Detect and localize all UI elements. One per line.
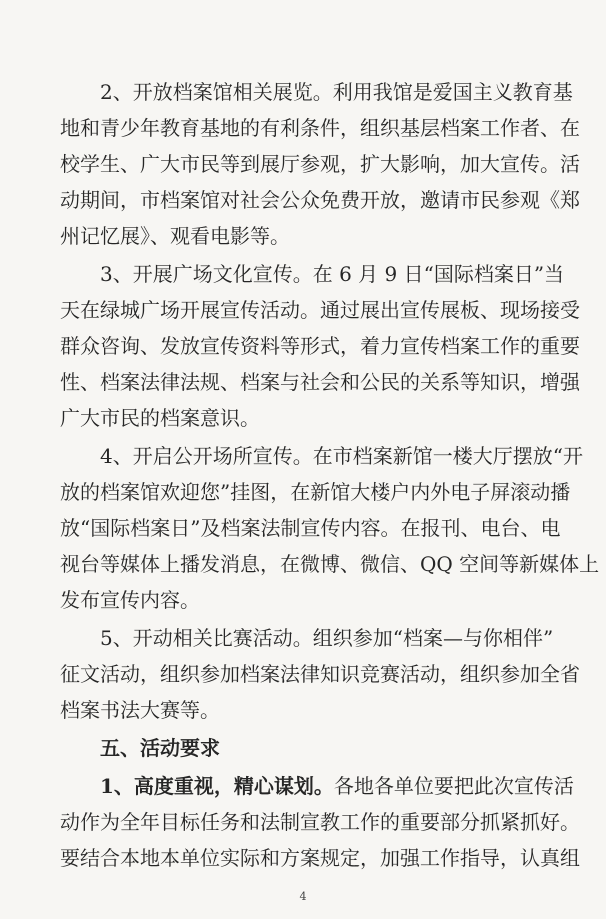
sub-item-1-bold-lead: 1、高度重视，精心谋划。 bbox=[100, 774, 334, 798]
item-4-line-3: 放“国际档案日”及档案法制宣传内容。在报刊、电台、电 bbox=[60, 516, 561, 540]
item-5-line-1: 5、开动相关比赛活动。组织参加“档案—与你相伴” bbox=[100, 626, 554, 650]
item-4-line-4: 视台等媒体上播发消息，在微博、微信、QQ 空间等新媒体上 bbox=[60, 552, 600, 576]
section-heading: 五、活动要求 bbox=[100, 736, 220, 760]
item-3-line-3: 群众咨询、发放宣传资料等形式，着力宣传档案工作的重要 bbox=[60, 334, 580, 358]
item-5-line-3: 档案书法大赛等。 bbox=[60, 698, 220, 722]
page-number: 4 bbox=[299, 890, 307, 903]
sub-item-1-line-1 bbox=[100, 774, 574, 798]
item-4-line-5: 发布宣传内容。 bbox=[60, 588, 200, 612]
sub-item-1-line-3: 要结合本地本单位实际和方案规定，加强工作指导，认真组 bbox=[60, 846, 580, 870]
item-2-line-4: 动期间，市档案馆对社会公众免费开放，邀请市民参观《郑 bbox=[60, 188, 580, 212]
item-4-line-1: 4、开启公开场所宣传。在市档案新馆一楼大厅摆放“开 bbox=[100, 444, 583, 468]
sub-item-1-rest: 各地各单位要把此次宣传活 bbox=[333, 774, 574, 798]
item-3-line-4: 性、档案法律法规、档案与社会和公民的关系等知识，增强 bbox=[60, 370, 580, 394]
item-2-line-3: 校学生、广大市民等到展厅参观，扩大影响，加大宣传。活 bbox=[60, 152, 580, 176]
item-2-line-5: 州记忆展》、观看电影等。 bbox=[60, 224, 290, 248]
item-3-line-1: 3、开展广场文化宣传。在 6 月 9 日“国际档案日”当 bbox=[100, 262, 565, 286]
item-2-line-2: 地和青少年教育基地的有利条件，组织基层档案工作者、在 bbox=[60, 116, 580, 140]
sub-item-1-line-2: 动作为全年目标任务和法制宣教工作的重要部分抓紧抓好。 bbox=[60, 810, 580, 834]
item-2-line-1: 2、开放档案馆相关展览。利用我馆是爱国主义教育基 bbox=[100, 80, 573, 104]
item-4-line-2: 放的档案馆欢迎您”挂图，在新馆大楼户内外电子屏滚动播 bbox=[60, 480, 571, 504]
item-5-line-2: 征文活动，组织参加档案法律知识竞赛活动，组织参加全省 bbox=[60, 662, 580, 686]
item-3-line-5: 广大市民的档案意识。 bbox=[60, 406, 260, 430]
item-3-line-2: 天在绿城广场开展宣传活动。通过展出宣传展板、现场接受 bbox=[60, 298, 580, 322]
